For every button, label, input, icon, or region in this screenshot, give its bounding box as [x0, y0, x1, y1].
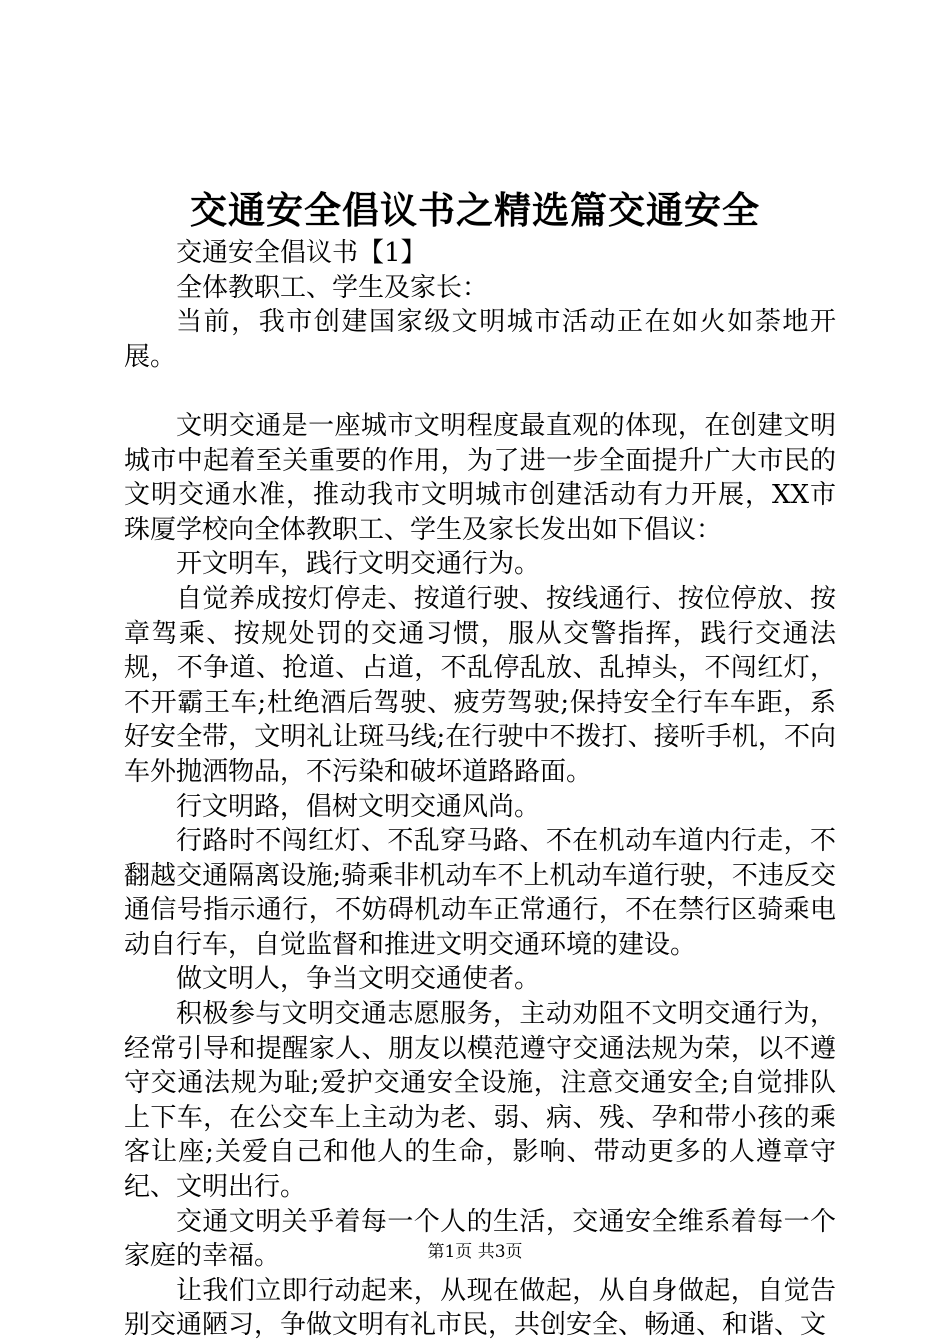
page-footer: 第1页 共3页 [427, 1242, 523, 1262]
subheading-walk: 行文明路，倡树文明交通风尚。 [176, 791, 541, 822]
body-paragraph: 自觉养成按灯停走、按道行驶、按线通行、按位停放、按章驾乘、按规处罚的交通习惯，服从交警指挥，践行交通法规，不争道、抢道、占道，不乱停乱放、乱掉头，不闯红灯，不开霸王车;杜绝酒后驾驶、疲劳驾驶;保持安全行车车距，系好安全带，文明礼让斑马线;在行驶中不拨打、接听手机，不向车外抛洒物品，不污染和破坏道路路面。 [124, 583, 836, 787]
body-paragraph: 交通文明关乎着每一个人的生活，交通安全维系着每一个家庭的幸福。 [124, 1206, 836, 1272]
intro-paragraph: 当前，我市创建国家级文明城市活动正在如火如荼地开展。 [124, 307, 836, 372]
section-heading: 交通安全倡议书【1】 [176, 238, 427, 268]
body-paragraph: 行路时不闯红灯、不乱穿马路、不在机动车道内行走，不翻越交通隔离设施;骑乘非机动车不上机动车道行驶，不违反交通信号指示通行，不妨碍机动车正常通行，不在禁行区骑乘电动自行车，自觉监督和推进文明交通环境的建设。 [124, 826, 836, 960]
salutation: 全体教职工、学生及家长： [176, 272, 489, 303]
body-paragraph: 文明交通是一座城市文明程度最直观的体现，在创建文明城市中起着至关重要的作用，为了进一步全面提升广大市民的文明交通水准，推动我市文明城市创建活动有力开展，XX市珠厦学校向全体教职工、学生及家长发出如下倡议： [124, 410, 836, 545]
page-title: 交通安全倡议书之精选篇交通安全 [190, 188, 760, 232]
body-paragraph: 让我们立即行动起来，从现在做起，从自身做起，自觉告别交通陋习，争做文明有礼市民，共创安全、畅通、和谐、文 [124, 1275, 836, 1341]
document-body [124, 236, 836, 1343]
body-paragraph: 积极参与文明交通志愿服务，主动劝阻不文明交通行为，经常引导和提醒家人、朋友以模范遵守交通法规为荣，以不遵守交通法规为耻;爱护交通安全设施，注意交通安全;自觉排队上下车，在公交车上主动为老、弱、病、残、孕和带小孩的乘客让座;关爱自己和他人的生命，影响、带动更多的人遵章守纪、文明出行。 [124, 999, 836, 1203]
subheading-person: 做文明人，争当文明交通使者。 [176, 964, 541, 995]
subheading-drive: 开文明车，践行文明交通行为。 [176, 549, 541, 580]
